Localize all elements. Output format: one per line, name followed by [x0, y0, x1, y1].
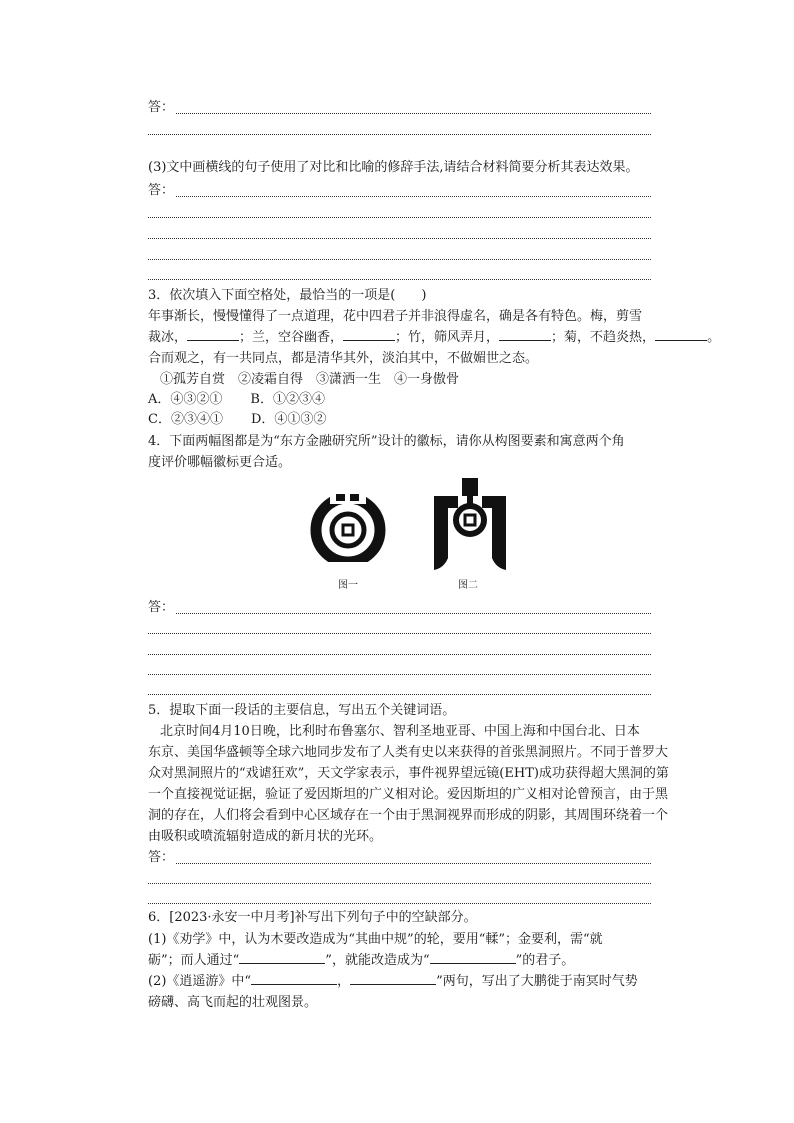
logo-2-gate-icon: [434, 478, 506, 574]
question-5-line-6: 由吸积或喷流辐射造成的新月状的光环。: [148, 829, 383, 844]
answer-line-1: 答：: [148, 100, 175, 115]
fill-blank[interactable]: [251, 972, 337, 985]
logo-1-coin-icon: [310, 488, 386, 574]
fill-blank[interactable]: [343, 328, 395, 341]
question-2-3: (3)文中画横线的句子使用了对比和比喻的修辞手法,请结合材料简要分析其表达效果。: [148, 160, 639, 175]
answer-dotted-line: [148, 694, 651, 695]
answer-dotted-line: [148, 654, 651, 655]
question-6-s2-line-2: 磅礴、高飞而起的壮观图景。: [148, 995, 318, 1010]
option-b[interactable]: B．①②③④: [250, 392, 325, 407]
question-3-items: ①孤芳自赏 ②凌霜自得 ③潇洒一生 ④一身傲骨: [160, 372, 460, 387]
answer-dotted-line: [148, 134, 651, 135]
question-6-s2-line-1: (2)《逍遥游》中“ ， ”两句，写出了大鹏徙于南冥时气势: [148, 974, 638, 989]
answer-dotted-line: [148, 238, 651, 239]
question-4-line-1: 4．下面两幅图都是为“东方金融研究所”设计的徽标，请你从构图要素和寓意两个角: [148, 434, 625, 449]
question-3-para-3: 合而观之，有一共同点，都是清华其外，淡泊其中，不做媚世之态。: [148, 351, 539, 366]
answer-line-4: 答：: [148, 850, 175, 865]
fill-blank[interactable]: [187, 328, 239, 341]
fill-blank[interactable]: [499, 328, 551, 341]
question-5-line-1: 北京时间4月10日晚，比利时布鲁塞尔、智利圣地亚哥、中国上海和中国台北、日本: [160, 724, 640, 739]
answer-dotted-line: [176, 113, 651, 114]
question-5-line-4: 一个直接视觉证据，验证了爱因斯坦的广义相对论。爱因斯坦的广义相对论曾预言，由于黑: [148, 787, 669, 802]
option-a[interactable]: A．④③②①: [148, 392, 223, 407]
question-5-line-5: 洞的存在，人们将会看到中心区域存在一个由于黑洞视界而形成的阴影，其周围环绕着一个: [148, 808, 669, 823]
question-3-para-1: 年事渐长，慢慢懂得了一点道理，花中四君子并非浪得虚名，确是各有特色。梅，剪雪: [148, 309, 643, 324]
option-row-1: [148, 390, 651, 410]
question-4-line-2: 度评价哪幅徽标更合适。: [148, 455, 292, 470]
answer-dotted-line: [176, 196, 651, 197]
figure-2-caption: 图二: [458, 580, 478, 591]
question-5-line-3: 众对黑洞照片的“戏谑狂欢”，天文学家表示，事件视界望远镜(EHT)成功获得超大黑洞的第: [148, 766, 669, 781]
question-5-line-2: 东京、美国华盛顿等全球六地同步发布了人类有史以来获得的首张黑洞照片。不同于普罗大: [148, 745, 669, 760]
fill-blank[interactable]: [430, 951, 516, 964]
logo-figures: [300, 478, 530, 591]
question-3-stem: 3．依次填入下面空格处，最恰当的一项是( ): [148, 288, 427, 303]
question-5-stem: 5．提取下面一段话的主要信息，写出五个关键词语。: [148, 703, 456, 718]
answer-dotted-line: [176, 613, 651, 614]
answer-dotted-line: [148, 259, 651, 260]
figure-1-caption: 图一: [338, 580, 358, 591]
answer-dotted-line: [148, 279, 651, 280]
answer-dotted-line: [148, 217, 651, 218]
answer-dotted-line: [176, 863, 651, 864]
fill-blank[interactable]: [239, 951, 325, 964]
answer-dotted-line: [148, 633, 651, 634]
fill-blank[interactable]: [655, 328, 707, 341]
option-d[interactable]: D．④①③②: [250, 412, 327, 427]
answer-line-2: 答：: [148, 183, 175, 198]
answer-dotted-line: [148, 674, 651, 675]
answer-dotted-line: [148, 883, 651, 884]
question-6-s1-line-1: (1)《劝学》中，认为木要改造成为“其曲中规”的轮，要用“輮”；金要利，需“就: [148, 932, 603, 947]
answer-line-3: 答：: [148, 600, 175, 615]
option-row-2: [148, 410, 651, 430]
question-3-para-2: 裁冰， ；兰，空谷幽香， ；竹，筛风弄月， ；菊，不趋炎热， 。: [148, 330, 721, 345]
question-6-stem: 6．[2023·永安一中月考]补写出下列句子中的空缺部分。: [148, 910, 477, 925]
option-c[interactable]: C．②③④①: [148, 412, 223, 427]
question-6-s1-line-2: 砺”；而人通过“ ”，就能改造成为“ ”的君子。: [148, 953, 575, 968]
fill-blank[interactable]: [350, 972, 436, 985]
answer-dotted-line: [148, 903, 651, 904]
